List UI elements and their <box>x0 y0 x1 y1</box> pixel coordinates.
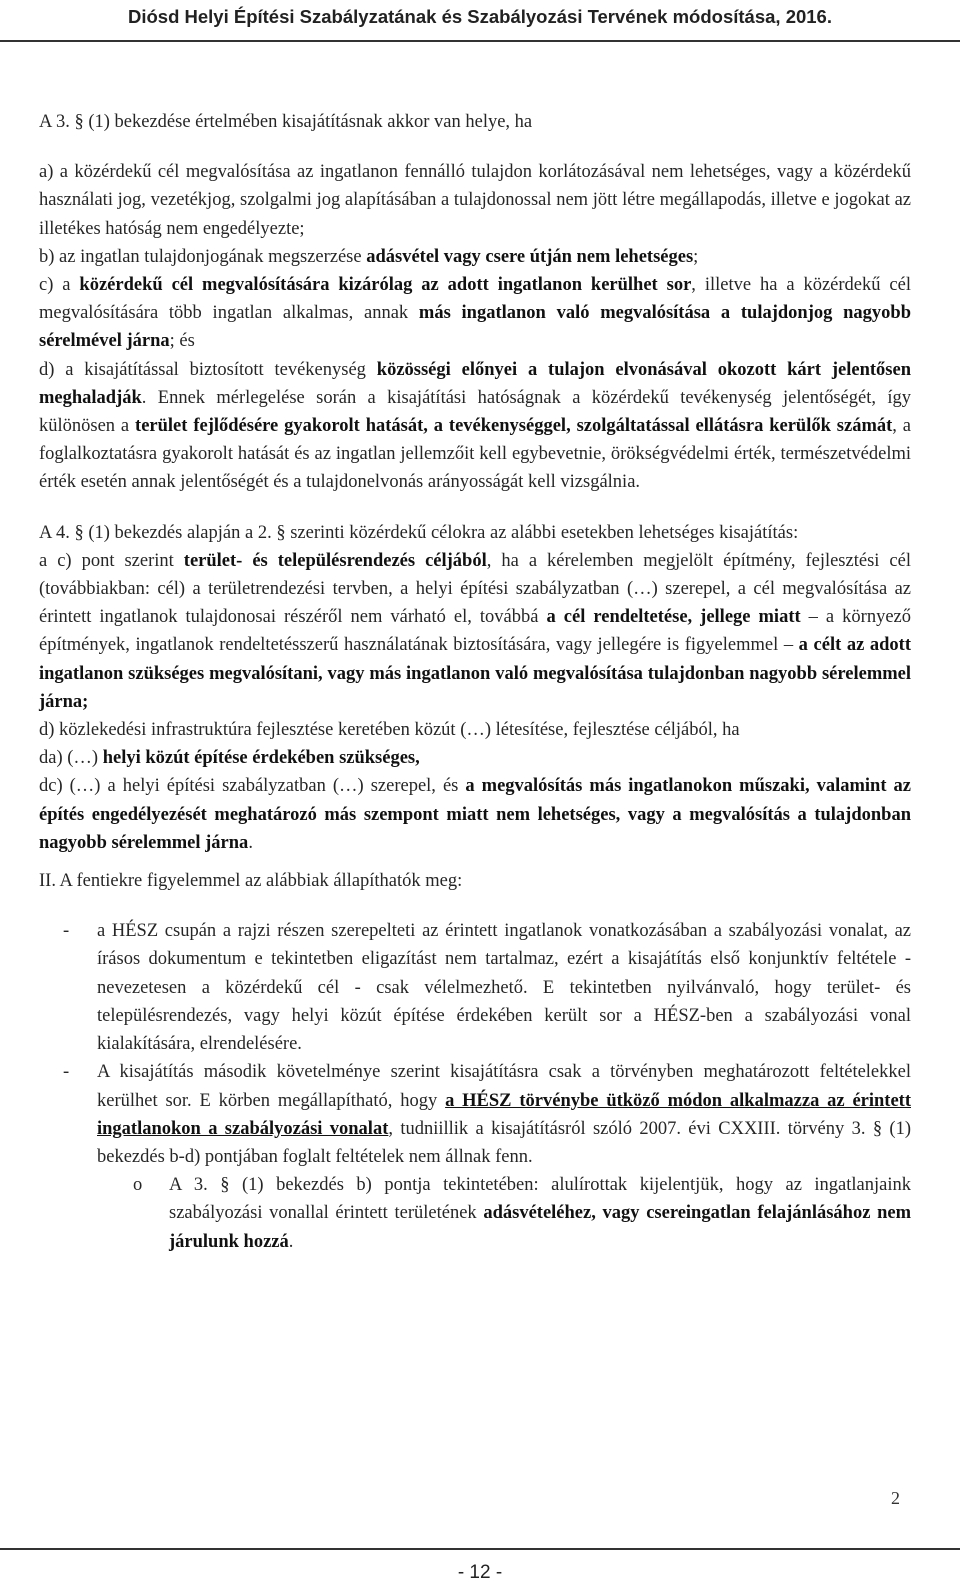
circle-bullet: o <box>133 1175 143 1196</box>
dash-bullet: - <box>63 921 70 942</box>
underline: a HÉSZ törvénybe ütköző módon alkalmazza az érintett ingatlanokon a szabályozási vonalat <box>97 1090 911 1139</box>
text: . Ennek mérlegelése során a kisajátítási hatóságnak a közérdekű tevékenység jelentőségét, így különösen a <box>39 387 911 437</box>
text: , a foglalkoztatásra gyakorolt hatását és az ingatlan jellemzőit kell egybevetnie, örökségvédelmi érték, természetvédelmi érték esetén annak jelentőségét és a tulajdonelvonás arányosságát kell vizsgálnia. <box>39 416 911 493</box>
text: ; <box>693 246 699 267</box>
dash-bullet: - <box>63 1062 70 1083</box>
text: a HÉSZ csupán a rajzi részen szerepelteti az érintett ingatlanok vonatkozásában a szabályozási vonalat, az írásos dokumentum e tekintetben eligazítást nem tartalmaz, ezért a kisajátítás első konjunktív feltétele - nevezetesen a közérdekű cél - csak vélelmezhető. E tekintetben nyilvánvaló, hogy terület- és településrendezés, vagy helyi közút építése érdekében került sor a HÉSZ-ben a szabályozási vonal kialakítására, elrendelésére. <box>97 921 911 1055</box>
paragraph-da <box>39 744 911 772</box>
document-title: Diósd Helyi Építési Szabályzatának és Szabályozási Tervének módosítása, 2016. <box>127 6 832 27</box>
emphasis: más ingatlanon való megvalósítása a tulajdonjog nagyobb sérelmével járna <box>39 303 911 352</box>
paragraph-c <box>39 271 911 356</box>
emphasis: közérdekű cél megvalósítására kizárólag az adott ingatlanon kerülhet sor <box>79 275 692 296</box>
emphasis: terület- és településrendezés céljából <box>183 550 487 571</box>
a4-heading: A 4. § (1) bekezdés alapján a 2. § szerinti közérdekű célokra az alábbi esetekben lehetséges kisajátítás: <box>39 522 799 543</box>
bullet-item <box>39 917 911 1058</box>
emphasis: a cél rendeltetése, jellege miatt <box>546 607 801 628</box>
emphasis: terület fejlődésére gyakorolt hatását, a tevékenységgel, szolgáltatással ellátásra kerülők számát <box>135 416 893 437</box>
page-header <box>0 0 960 42</box>
page-number: - 12 - <box>457 1562 503 1583</box>
inner-page-number: 2 <box>891 1488 900 1508</box>
page-footer <box>0 1548 960 1593</box>
spacer <box>39 497 911 519</box>
section-2-heading: II. A fentiekre figyelemmel az alábbiak állapíthatók meg: <box>39 871 463 892</box>
text: . <box>288 1231 294 1252</box>
text: A kisajátítás második követelménye szerint kisajátításra csak a törvényben meghatározott feltételekkel kerülhet sor. E körben megállapítható, hogy <box>97 1062 911 1111</box>
emphasis: a megvalósítás más ingatlanokon műszaki, valamint az építés engedélyezését meghatározó más szempont miatt nem lehetséges, vagy a megvalósítás a tulajdonban nagyobb sérelemmel járna <box>39 776 911 853</box>
text: , ha a kérelemben megjelölt építmény, fejlesztési cél (továbbiakban: cél) a területrendezési tervben, a helyi építési szabályzatban (…) szerepel, a cél megvalósítása az érintett ingatlanok tulajdonosai részéről nem várható el, továbbá <box>39 550 911 628</box>
paragraph-dc <box>39 772 911 857</box>
text: c) a <box>39 275 80 296</box>
text: , tudniillik a kisajátításról szóló 2007. évi CXXIII. törvény 3. § (1) bekezdés b-d) pontjában foglalt feltételek nem állnak fenn. <box>97 1118 911 1167</box>
emphasis: adásvétel vagy csere útján nem lehetséges <box>366 246 694 267</box>
document-body <box>39 108 911 1256</box>
paragraph-b <box>39 243 911 271</box>
sub-bullet-item <box>39 1171 911 1256</box>
a3-heading: A 3. § (1) bekezdése értelmében kisajátításnak akkor van helye, ha <box>39 112 533 132</box>
text: d) a kisajátítással biztosított tevékenység <box>39 359 377 380</box>
text: dc) (…) a helyi építési szabályzatban (…) szerepel, és <box>39 776 466 797</box>
bullet-item <box>39 1058 911 1171</box>
text: A 3. § (1) bekezdés b) pontja tekintetében: alulírottak kijelentjük, hogy az ingatlanjaink szabályozási vonallal érintett területének <box>169 1175 911 1224</box>
text: ; és <box>169 331 195 352</box>
paragraph-a4d: d) közlekedési infrastruktúra fejlesztése keretében közút (…) létesítése, fejlesztése céljából, ha <box>39 720 740 741</box>
text: b) az ingatlan tulajdonjogának megszerzése <box>39 246 367 267</box>
emphasis: adásvételéhez, vagy csereingatlan felajánlásához nem járulunk hozzá <box>169 1203 911 1252</box>
paragraph-d <box>39 356 911 497</box>
text: , illetve ha a közérdekű cél megvalósítására több ingatlan alkalmas, annak <box>39 275 911 324</box>
text: da) (…) <box>39 748 103 769</box>
text: a) a közérdekű cél megvalósítása az ingatlanon fennálló tulajdon korlátozásával nem lehetséges, vagy a közérdekű használati jog, vezetékjog, szolgalmi jog alapításában a tulajdonossal nem jött létre megállapodás, illetve e jogokat az illetékes hatóság nem engedélyezte; <box>39 162 911 239</box>
text: a c) pont szerint <box>39 550 184 571</box>
paragraph-a4c <box>39 547 911 716</box>
text: – a környező építmények, ingatlanok rendeltetésszerű használatának biztosítására, vagy jellegére is figyelemmel – <box>39 607 911 656</box>
text: . <box>248 832 253 853</box>
paragraph-a <box>39 158 911 243</box>
emphasis: a célt az adott ingatlanon szükséges megvalósítani, vagy más ingatlanon való megvalósítása tulajdonban nagyobb sérelemmel járna; <box>39 635 911 712</box>
emphasis: helyi közút építése érdekében szükséges, <box>102 748 420 769</box>
emphasis: közösségi előnyei a tulajon elvonásával okozott kárt jelentősen meghaladják <box>39 359 911 408</box>
